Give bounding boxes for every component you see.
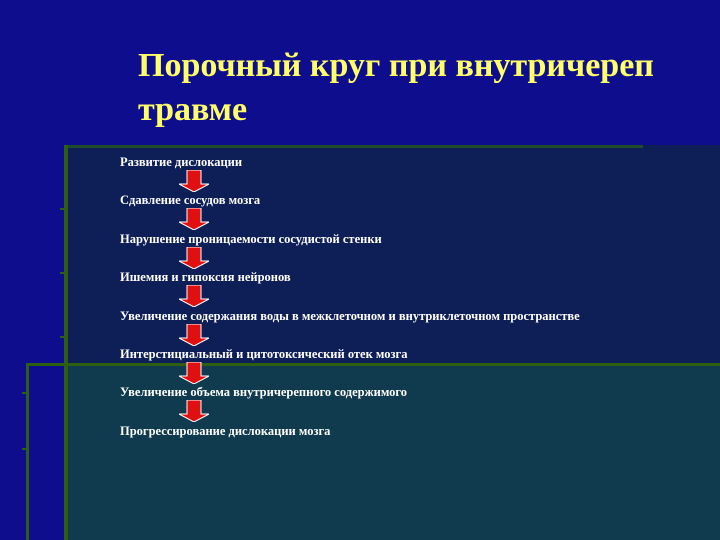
diagram-panel-top (67, 145, 720, 365)
outer-bar-decoration (26, 365, 29, 540)
flow-step-8: Прогрессирование дислокации мозга (120, 424, 331, 438)
mid-rule-decoration (26, 363, 720, 366)
slide-title: Порочный круг при внутричереп травме (138, 47, 654, 128)
flow-step-2: Сдавление сосудов мозга (120, 193, 261, 207)
down-arrow-icon (179, 400, 209, 422)
flow-step-5: Увеличение содержания воды в межклеточном и внутриклеточном пространстве (120, 309, 580, 323)
tick-decoration (60, 272, 64, 274)
down-arrow-icon (179, 247, 209, 269)
down-arrow-icon (179, 362, 209, 384)
down-arrow-icon (179, 170, 209, 192)
left-bar-decoration (64, 145, 68, 540)
flow-step-1: Развитие дислокации (120, 155, 243, 169)
flow-step-3: Нарушение проницаемости сосудистой стенки (120, 232, 382, 246)
down-arrow-icon (179, 324, 209, 346)
tick-decoration (60, 208, 64, 210)
down-arrow-icon (179, 285, 209, 307)
down-arrow-icon (179, 208, 209, 230)
flow-step-4: Ишемия и гипоксия нейронов (120, 270, 291, 284)
flow-step-7: Увеличение объема внутричерепного содержимого (120, 385, 408, 399)
flow-step-6: Интерстициальный и цитотоксический отек мозга (120, 347, 408, 361)
tick-decoration (22, 448, 26, 450)
tick-decoration (22, 392, 26, 394)
top-rule-decoration (67, 145, 643, 148)
tick-decoration (60, 336, 64, 338)
